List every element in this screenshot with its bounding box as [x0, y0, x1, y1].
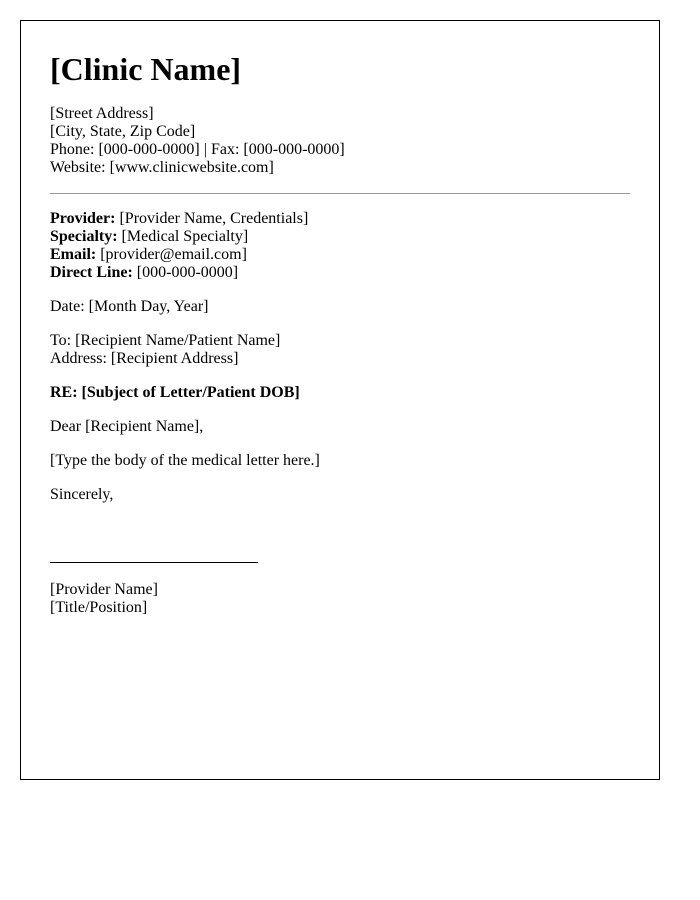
provider-value: [Provider Name, Credentials]	[115, 210, 309, 227]
signature-line	[50, 562, 258, 563]
direct-line-row	[50, 264, 630, 282]
email-value: [provider@email.com]	[96, 246, 247, 263]
closing: Sincerely,	[50, 486, 114, 503]
recipient-name: To: [Recipient Name/Patient Name]	[50, 332, 281, 349]
website: Website: [www.clinicwebsite.com]	[50, 159, 274, 176]
signature-name: [Provider Name]	[50, 581, 158, 598]
signature-title: [Title/Position]	[50, 599, 148, 616]
phone-fax: Phone: [000-000-0000] | Fax: [000-000-0000]	[50, 141, 345, 158]
subject-line: RE: [Subject of Letter/Patient DOB]	[50, 384, 300, 401]
letter-body: [Type the body of the medical letter here.]	[50, 452, 320, 469]
specialty-row	[50, 228, 630, 246]
specialty-label: Specialty:	[50, 228, 118, 245]
signature-block	[50, 581, 630, 617]
header-divider	[50, 193, 630, 194]
email-label: Email:	[50, 246, 97, 263]
direct-line-value: [000-000-0000]	[132, 264, 239, 281]
provider-label: Provider:	[50, 210, 116, 227]
clinic-address-block	[50, 105, 630, 177]
direct-line-label: Direct Line:	[50, 264, 133, 281]
street-address: [Street Address]	[50, 105, 154, 122]
letter-date: Date: [Month Day, Year]	[50, 298, 209, 315]
recipient-address: Address: [Recipient Address]	[50, 350, 239, 367]
recipient-block	[50, 332, 630, 368]
provider-row	[50, 210, 630, 228]
email-row	[50, 246, 630, 264]
specialty-value: [Medical Specialty]	[117, 228, 249, 245]
salutation: Dear [Recipient Name],	[50, 418, 204, 435]
clinic-name: [Clinic Name]	[50, 51, 242, 87]
provider-info-block	[50, 210, 630, 282]
letter-page	[20, 20, 660, 780]
city-state-zip: [City, State, Zip Code]	[50, 123, 196, 140]
